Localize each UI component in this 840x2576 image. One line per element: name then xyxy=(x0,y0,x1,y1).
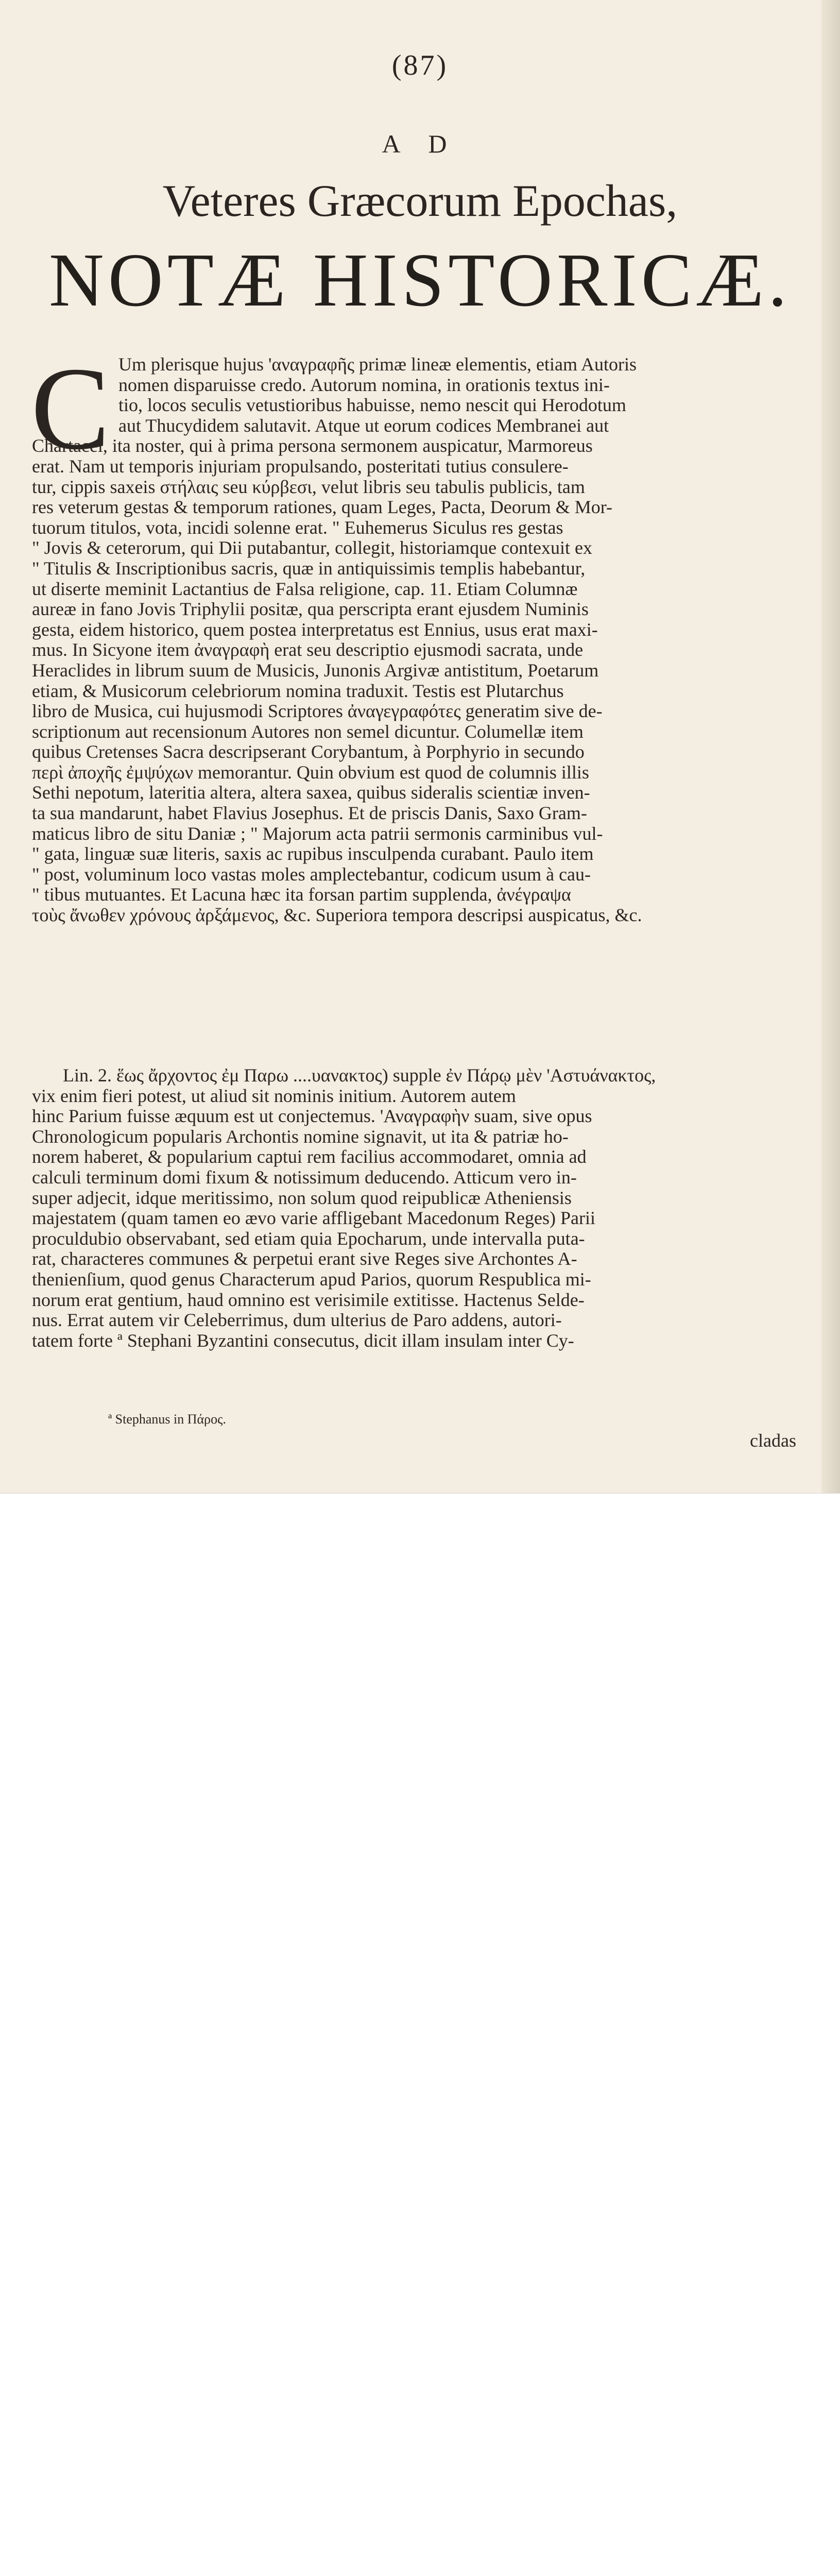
text-line: hinc Parium fuisse æquum est ut conjectemus. 'Αναγραφὴν suam, sive opus xyxy=(32,1106,592,1127)
text-line: tuorum titulos, vota, incidi solenne erat. " Euhemerus Siculus res gestas xyxy=(32,517,563,538)
page-number: (87) xyxy=(391,49,449,81)
text-line: quibus Cretenses Sacra descripserant Corybantum, à Porphyrio in secundo xyxy=(32,741,585,762)
text-line: " Titulis & Inscriptionibus sacris, quæ in antiquissimis templis habebantur, xyxy=(32,557,586,579)
paragraph-2 xyxy=(32,1065,774,1351)
text-line: etiam, & Musicorum celebriorum nomina traduxit. Testis est Plutarchus xyxy=(32,680,564,701)
text-line: proculdubio observabant, sed etiam quia Epocharum, unde intervalla puta- xyxy=(32,1228,585,1249)
text-line: ta sua mandarunt, habet Flavius Josephus. Et de priscis Danis, Saxo Gram- xyxy=(32,803,587,824)
catchword: cladas xyxy=(750,1430,796,1451)
text-line: norum erat gentium, haud omnino est verisimile extitisse. Hactenus Selde- xyxy=(32,1289,585,1310)
text-line: scriptionum aut recensionum Autores non semel dicuntur. Columellæ item xyxy=(32,721,584,742)
text-line: τοὺς ἄνωθεν χρόνους ἀρξάμενος, &c. Superiora tempora descripsi auspicatus, &c. xyxy=(32,905,642,926)
footnote: ª Stephanus in Πάρος. xyxy=(108,1412,226,1427)
text-line: Lin. 2. ἕως ἄρχοντος ἐμ Παρω ....υανακτος) supple ἐν Πάρῳ μὲν 'Αστυάνακτος, xyxy=(63,1065,656,1086)
text-line: tio, locos seculis vetustioribus habuisse, nemo nescit qui Herodotum xyxy=(118,395,626,416)
text-line: calculi terminum domi fixum & notissimum deducendo. Atticum vero in- xyxy=(32,1166,577,1188)
text-line: " tibus mutuantes. Et Lacuna hæc ita forsan partim supplenda, ἀνέγραψα xyxy=(32,884,571,905)
text-line: res veterum gestas & temporum rationes, quam Leges, Pacta, Deorum & Mor- xyxy=(32,497,612,518)
text-line: Sethi nepotum, lateritia altera, altera saxea, quibus sideralis scientiæ inven- xyxy=(32,782,590,803)
text-line: super adjecit, idque meritissimo, non solum quod reipublicæ Atheniensis xyxy=(32,1187,572,1208)
text-line: Heraclides in librum suum de Musicis, Junonis Argivæ antistitum, Poetarum xyxy=(32,659,599,681)
text-line: libro de Musica, cui hujusmodi Scriptores ἀναγεγραφότες generatim sive de- xyxy=(32,701,603,722)
text-line: gesta, eidem historico, quem postea interpretatus est Ennius, usus erat maxi- xyxy=(32,619,598,640)
text-line: Um plerisque hujus 'αναγραφῆς primæ lineæ elementis, etiam Autoris xyxy=(118,354,637,375)
text-line: tur, cippis saxeis στήλαις seu κύρβεσι, velut libris seu tabulis publicis, tam xyxy=(32,476,585,497)
text-line: nomen disparuisse credo. Autorum nomina, in orationis textus ini- xyxy=(118,374,610,395)
text-line: Chartacei, ita noster, qui à prima persona sermonem auspicatur, Marmoreus xyxy=(32,435,593,456)
text-line: aureæ in fano Jovis Triphylii positæ, qua perscripta erant ejusdem Numinis xyxy=(32,599,589,620)
text-line: erat. Nam ut temporis injuriam propulsando, posteritati tutius consulere- xyxy=(32,455,569,477)
heading-ad: A D xyxy=(382,129,458,158)
text-line: nus. Errat autem vir Celeberrimus, dum ulterius de Paro addens, autori- xyxy=(32,1310,562,1331)
page-title: NOTÆ HISTORICÆ. xyxy=(48,238,792,323)
text-line: maticus libro de situ Daniæ ; " Majorum acta patrii sermonis carminibus vul- xyxy=(32,823,603,844)
text-line: majestatem (quam tamen eo ævo varie affligebant Macedonum Reges) Parii xyxy=(32,1208,595,1229)
page-subtitle: Veteres Græcorum Epochas, xyxy=(162,176,678,226)
text-line: norem haberet, & popularium captui rem facilius accommodaret, omnia ad xyxy=(32,1146,587,1167)
text-line: " Jovis & ceterorum, qui Dii putabantur, collegit, historiamque contexuit ex xyxy=(32,537,593,558)
text-line: aut Thucydidem salutavit. Atque ut eorum codices Membranei aut xyxy=(118,415,609,436)
drop-cap: C xyxy=(31,343,110,474)
text-line: mus. In Sicyone item ἀναγραφὴ erat seu descriptio ejusmodi sacrata, unde xyxy=(32,639,584,660)
text-line: thenienſium, quod genus Characterum apud Parios, quorum Respublica mi- xyxy=(32,1268,591,1290)
viewer-footer xyxy=(0,1493,840,1558)
text-line: ut diserte meminit Lactantius de Falsa religione, cap. 11. Etiam Columnæ xyxy=(32,578,578,599)
text-line: " gata, linguæ suæ literis, saxis ac rupibus insculpenda curabant. Paulo item xyxy=(32,843,594,865)
text-line: περὶ ἀποχῆς ἐμψύχων memorantur. Quin obvium est quod de columnis illis xyxy=(32,761,589,783)
text-line: " post, voluminum loco vastas moles amplectebantur, codicum usum à cau- xyxy=(32,863,591,885)
text-line: tatem forte ª Stephani Byzantini consecutus, dicit illam insulam inter Cy- xyxy=(32,1330,574,1351)
text-line: vix enim fieri potest, ut aliud sit nominis initium. Autorem autem xyxy=(32,1085,516,1106)
text-line: Chronologicum popularis Archontis nomine signavit, ut ita & patriæ ho- xyxy=(32,1126,569,1147)
paragraph-1 xyxy=(32,354,774,926)
text-line: rat, characteres communes & perpetui erant sive Reges sive Archontes A- xyxy=(32,1248,577,1269)
